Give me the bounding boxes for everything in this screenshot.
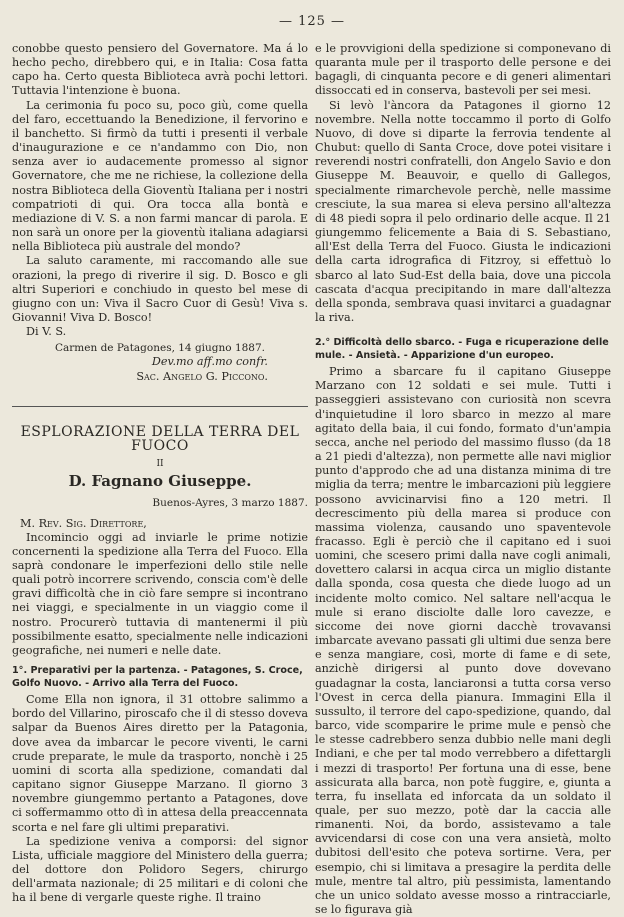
- paragraph: La cerimonia fu poco su, poco giù, come quella del faro, eccettuando la Benedizione, il fervorino e il banchetto. Si firmò da tutti i presenti il verbale d'inaugurazione e ce n'andammo con Dio, non senza aver io audacemente promesso al signor Governatore, che me ne richiese, la collezione della nostra Biblioteca della Gioventù Italiana per i nostri compatrioti di qui. Ora tocca alla bontà e mediazione di V. S. a non farmi mancar di parola. E non sarà un onore per la gioventù italiana adagiarsi nella Biblioteca più australe del mondo?: [12, 98, 308, 254]
- section-heading: 1°. Preparativi per la partenza. - Patagones, S. Croce, Golfo Nuovo. - Arrivo alla Terra del Fuoco.: [12, 665, 303, 689]
- letter-dateline: Buenos-Ayres, 3 marzo 1887.: [152, 497, 308, 510]
- paragraph: Come Ella non ignora, il 31 ottobre salimmo a bordo del Villarino, piroscafo che il di stesso doveva salpar da Buenos Aires diretto per la Patagonia, dove avea da imbarcar le pecore viventi, le carni crude preparate, le mule da trasporto, nonchè i 25 uomini di scorta alla spedizione, comandati dal capitano signor Giuseppe Marzano. Il giorno 3 novembre giungemmo pertanto a Patagones, dove ci soffermammo otto dì in attesa della preaccennata scorta e nel fare gli ultimi preparativi.: [12, 693, 308, 834]
- paragraph: e le provvigioni della spedizione si componevano di quaranta mule per il trasporto delle persone e dei bagagli, di cinquanta pecore e di generi alimentari dissoccati ed in conserva, bastevoli per sei mesi.: [315, 42, 611, 98]
- signature-place-date: Carmen de Patagones, 14 giugno 1887.: [54, 342, 265, 355]
- signature-name: Sac. Angelo G. Piccono.: [136, 369, 268, 383]
- page-number: — 125 —: [278, 14, 346, 29]
- paragraph: La spedizione veniva a comporsi: del signor Lista, ufficiale maggiore del Ministero della guerra; del dottore don Polidoro Segers, chirurgo dell'armata nazionale; di 25 militari e di coloni che ha il bene di vergarle queste righe. Il traino: [12, 834, 308, 905]
- paragraph: Di V. S.: [26, 325, 67, 339]
- paragraph: Primo a sbarcare fu il capitano Giuseppe Marzano con 12 soldati e sei mule. Tutti i passeggieri assistevano con curiosità non scevra d'inquietudine il loro sbarco in mezzo al mare agitato della baia, il cui fondo, formato d'un'ampia secca, anche nel periodo del massimo flusso (da 18 a 21 piedi d'altezza), non permette alle navi miglior punto d'approdo che ad una distanza minima di tre miglia da terra; mentre le imbarcazioni più leggiere possono avvicinarvisi fino a 120 metri. Il decrescimento più della marea si produce con massima violenza, causando uno spaventevole fracasso. Egli è perciò che il capitano ed i suoi uomini, che scesero primi dalla nave cogli animali, dovettero calarsi in acqua circa un miglio distante dalla sponda, cosa questa che diede luogo ad un incidente molto comico. Nel saltare nell'acqua le mule si erano disciolte dalle loro cavezze, e siccome dei nove giorni dacchè trovavansi imbarcate avevano passati gli ultimi due senza bere e senza mangiare, così, morte di fame e di sete, anzichè dirigersi al punto dove dovevano guadagnar la costa, lanciaronsi a tutta corsa verso l'Ovest in cerca della pianura. Immagini Ella il sussulto, il terrore del capo-spedizione, quando, dal barco, vide scomparire le prime mule e pensò che le stesse cadrebbero senza dubbio nelle mani degli Indiani, e che per tal modo verrebbero a difettargli i mezzi di trasporto! Per fortuna una di esse, bene assicurata alla barca, non potè fuggire, e, giunta a terra, fu insellata ed inforcata da un soldato il quale, per suo mezzo, potè dar la caccia alle rimanenti. Noi, da bordo, assistevamo a tale avvicendarsi di cose con una vera ansietà, molto dubitosi dell'esito che poteva sortirne. Vera, per esempio, chi si limitava a presagire la perdita delle mule, mentre tal altro, più pessimista, lamentando che un unico soldato avesse mosso a rintracciarle, se lo figurava già: [315, 365, 611, 917]
- letter-salutation: M. Rev. Sig. Direttore,: [20, 516, 147, 530]
- right-column: [315, 42, 611, 917]
- paragraph: La saluto caramente, mi raccomando alle sue orazioni, la prego di riverire il sig. D. Bosco e gli altri Superiori e conchiudo in questo bel mese di giugno con un: Viva il Sacro Cuor di Gesù! Viva s. Giovanni! Viva D. Bosco!: [12, 254, 308, 324]
- article-author: D. Fagnano Giuseppe.: [68, 472, 252, 491]
- article-part: II: [156, 459, 164, 470]
- left-column: [12, 42, 308, 905]
- article-title: ESPLORAZIONE DELLA TERRA DEL FUOCO: [20, 423, 300, 454]
- signature-closing: Dev.mo aff.mo confr.: [151, 355, 268, 369]
- paragraph: Si levò l'àncora da Patagones il giorno 12 novembre. Nella notte toccammo il porto di Golfo Nuovo, di dove si diparte la ferrovia tendente al Chubut: quello di Santa Croce, dove potei visitare i reverendi nostri confratelli, don Angelo Savio e don Giuseppe M. Beauvoir, e quello di Gallegos, specialmente rimarchevole perchè, nelle massime cresciute, la sua marea si eleva persino all'altezza di 48 piedi sopra il pelo ordinario delle acque. Il 21 giungemmo felicemente a Baia di S. Sebastiano, all'Est della Terra del Fuoco. Giusta le indicazioni della carta idrografica di Fitzroy, si effettuò lo sbarco al lato Sud-Est della baia, dove una piccola cascata d'acqua precipitando in mare dall'altezza della sponda, sembrava quasi invitarci a guadagnar la riva.: [315, 98, 611, 324]
- section-divider: [12, 406, 308, 407]
- section-heading: 2.° Difficoltà dello sbarco. - Fuga e ricuperazione delle mule. - Ansietà. - Apparizione d'un europeo.: [315, 337, 609, 361]
- paragraph: Incomincio oggi ad inviarle le prime notizie concernenti la spedizione alla Terra del Fuoco. Ella saprà condonare le imperfezioni dello stile nelle quali potrò incorrere scrivendo, conscia com'è delle gravi difficoltà che in ciò fare sempre si incontrano nei viaggi, e specialmente in un viaggio come il nostro. Procurerò tuttavia di mantenermi il più possibilmente esatto, specialmente nelle indicazioni geografiche, nei numeri e nelle date.: [12, 530, 308, 657]
- paragraph: conobbe questo pensiero del Governatore. Ma á lo hecho pecho, direbbero qui, e in Italia: Cosa fatta capo ha. Certo questa Biblioteca avrà pochi lettori. Tuttavia l'intenzione è buona.: [12, 42, 308, 98]
